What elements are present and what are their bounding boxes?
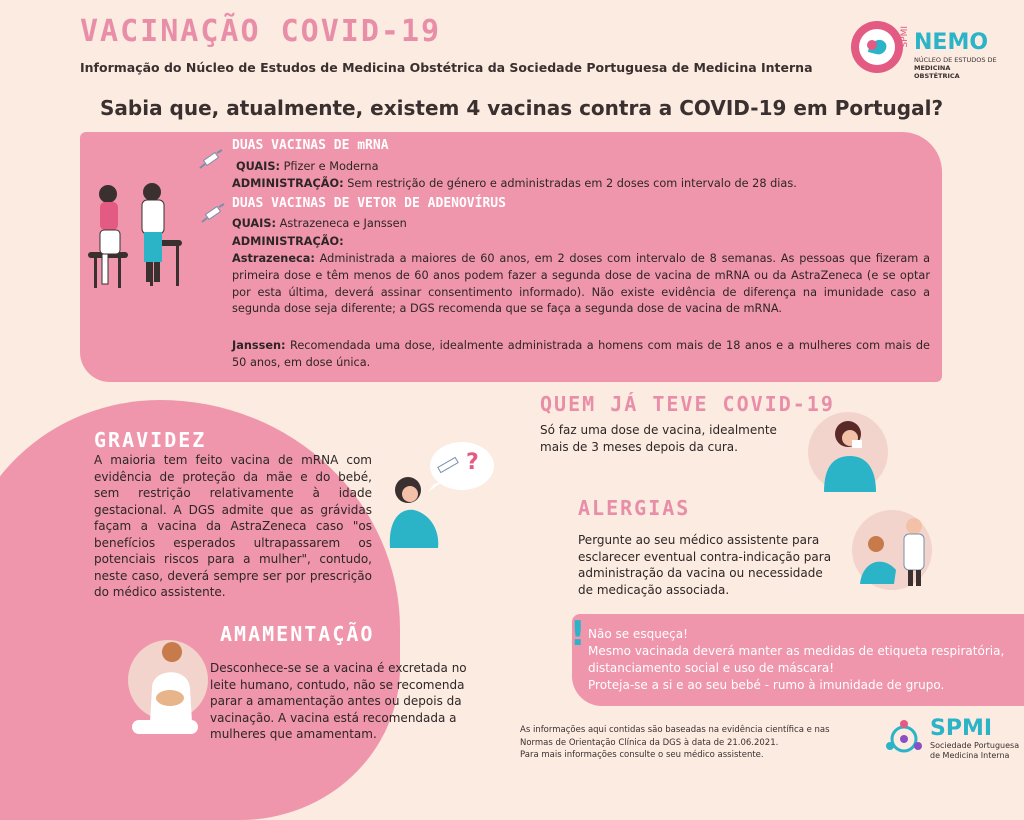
footer-line-2: Normas de Orientação Clínica da DGS à data de 21.06.2021. bbox=[520, 737, 779, 748]
reminder-line-3: Proteja-se a si e ao seu bebé - rumo à imunidade de grupo. bbox=[588, 678, 945, 692]
astrazeneca-label: Astrazeneca: bbox=[232, 252, 315, 265]
exclamation-icon: ! bbox=[570, 614, 586, 654]
footer-note bbox=[520, 724, 880, 762]
question-mark: ? bbox=[466, 450, 479, 475]
covid-previo-heading: QUEM JÁ TEVE COVID-19 bbox=[540, 392, 835, 416]
adeno-heading: DUAS VACINAS DE VETOR DE ADENOVÍRUS bbox=[232, 196, 506, 211]
main-question: Sabia que, atualmente, existem 4 vacinas contra a COVID-19 em Portugal? bbox=[100, 96, 944, 120]
nemo-logo-caption-1: NÚCLEO DE ESTUDOS DE bbox=[914, 56, 997, 64]
nurse-vaccinating-illustration bbox=[88, 180, 188, 300]
sneezing-woman-illustration bbox=[812, 412, 888, 492]
doctor-patient-illustration bbox=[856, 514, 934, 588]
reminder-line-2: Mesmo vacinada deverá manter as medidas de etiqueta respiratória, distanciamento social e uso de máscara! bbox=[588, 644, 1005, 675]
covid-previo-text: Só faz uma dose de vacina, idealmente mais de 3 meses depois da cura. bbox=[540, 423, 777, 454]
reminder-line-1: Não se esqueça! bbox=[588, 627, 688, 641]
mrna-admin-value: Sem restrição de género e administradas em 2 doses com intervalo de 28 dias. bbox=[347, 177, 797, 190]
syringe-icon bbox=[200, 202, 226, 226]
amamentacao-heading: AMAMENTAÇÃO bbox=[220, 622, 375, 646]
adeno-quais-label: QUAIS: bbox=[232, 217, 277, 230]
nemo-logo-caption-2: MEDICINA OBSTÉTRICA bbox=[914, 64, 960, 80]
reminder-text bbox=[588, 626, 1008, 694]
gravidez-heading: GRAVIDEZ bbox=[94, 428, 207, 452]
page-title: VACINAÇÃO COVID-19 bbox=[80, 14, 442, 49]
mrna-admin-label: ADMINISTRAÇÃO: bbox=[232, 177, 344, 190]
adeno-quais-value: Astrazeneca e Janssen bbox=[279, 217, 407, 230]
spmi-logo-text: SPMI bbox=[930, 716, 993, 741]
adeno-admin-label: ADMINISTRAÇÃO: bbox=[232, 235, 344, 248]
mrna-heading: DUAS VACINAS DE mRNA bbox=[232, 138, 389, 153]
nemo-logo bbox=[848, 18, 998, 80]
janssen-text: Janssen: Recomendada uma dose, idealmente administrada a homens com mais de 18 anos e a mulheres com mais de 50 anos, em dose única. bbox=[232, 339, 931, 369]
breastfeeding-illustration bbox=[132, 638, 206, 738]
astrazeneca-text: Astrazeneca: Administrada a maiores de 60 anos, em 2 doses com intervalo de 8 semanas. As pessoas que fizeram a primeira dose e têm menos de 60 anos podem fazer a segunda dose de vacina de mRNA ou da AstraZeneca (e se optar por esta última, deverá assinar consentimento informado). Não existe evidência de diferença na imunidade caso a segunda dose seja diferente; a DGS recomenda que se faça a segunda dose de vacina de mRNA. bbox=[232, 252, 930, 316]
mrna-admin bbox=[232, 176, 797, 193]
nemo-logo-icon bbox=[848, 18, 908, 76]
janssen-label: Janssen: bbox=[232, 339, 286, 352]
alergias-text: Pergunte ao seu médico assistente para esclarecer eventual contra-indicação para administração da vacina ou necessidade de medicação associada. bbox=[578, 533, 832, 597]
gravidez-text: A maioria tem feito vacina de mRNA com evidência de proteção da mãe e do bebé, sem restrição relativamente à idade gestacional. A DGS admite que as grávidas façam a vacina da AstraZeneca caso "os benefícios esperados ultrapassarem os potenciais riscos para a mulher", contudo, neste caso, deverá sempre ser por prescrição do médico assistente. bbox=[94, 453, 372, 599]
spmi-logo-icon bbox=[882, 718, 926, 760]
amamentacao-text: Desconhece-se se a vacina é excretada no leite humano, contudo, não se recomenda parar a amamentação antes ou depois da vacinação. A vacina está recomendada a mulheres que amamentam. bbox=[210, 661, 467, 741]
nemo-logo-side: SPMI bbox=[900, 26, 910, 48]
mrna-quais bbox=[236, 159, 379, 176]
nemo-logo-text: NEMO bbox=[914, 30, 989, 55]
page-subtitle: Informação do Núcleo de Estudos de Medicina Obstétrica da Sociedade Portuguesa de Medicina Interna bbox=[80, 60, 813, 75]
footer-line-1: As informações aqui contidas são baseadas na evidência científica e nas bbox=[520, 725, 830, 735]
spmi-logo-caption: Sociedade Portuguesa de Medicina Interna bbox=[930, 741, 1020, 760]
footer-line-3: Para mais informações consulte o seu médico assistente. bbox=[520, 750, 764, 760]
mrna-quais-value: Pfizer e Moderna bbox=[283, 160, 379, 173]
mrna-quais-label: QUAIS: bbox=[236, 160, 281, 173]
syringe-icon bbox=[198, 148, 224, 172]
alergias-heading: ALERGIAS bbox=[578, 496, 691, 520]
speech-bubble-icon bbox=[424, 438, 496, 494]
adeno-quais bbox=[232, 216, 407, 233]
